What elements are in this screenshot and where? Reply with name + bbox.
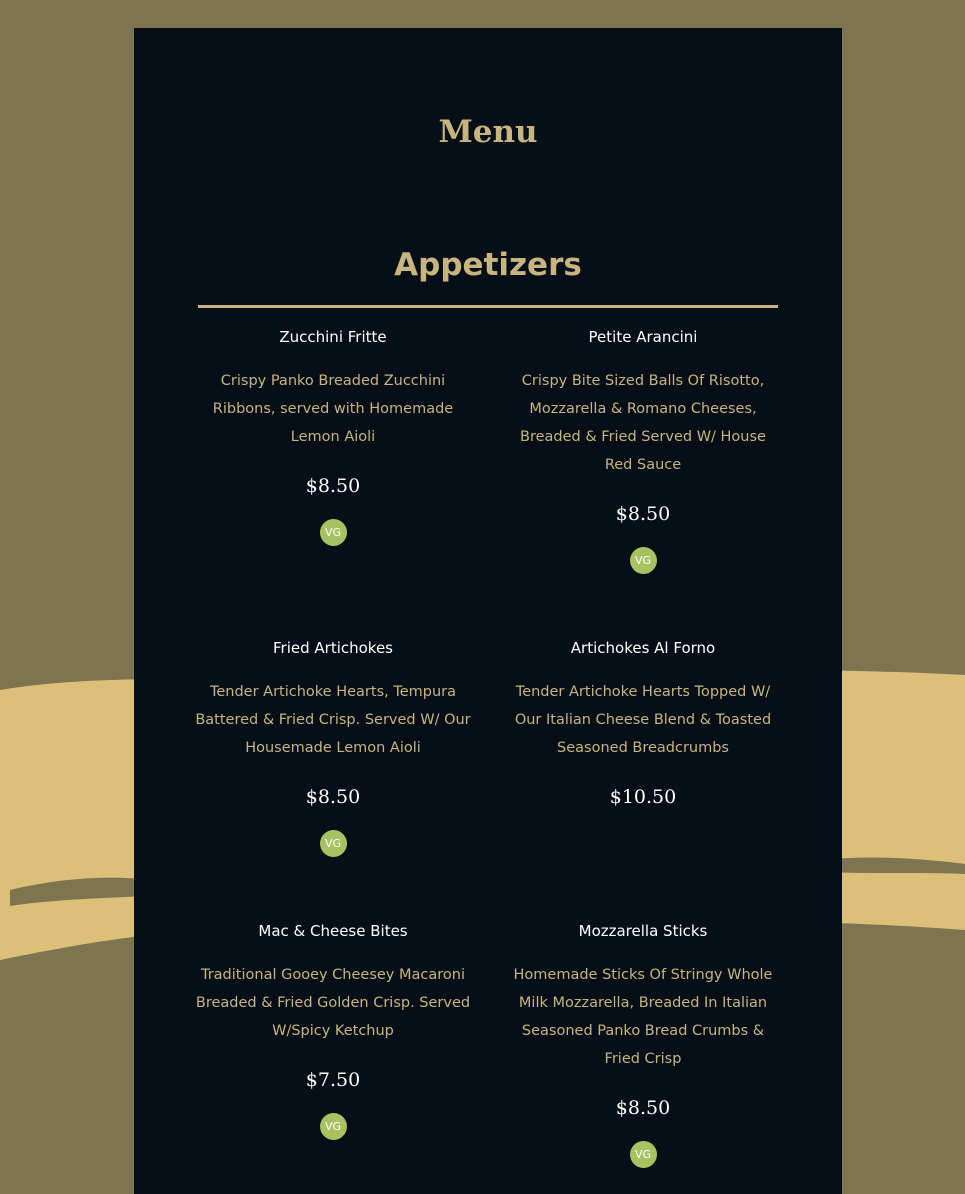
item-price: $10.50 xyxy=(609,786,677,808)
item-description: Traditional Gooey Cheesey Macaroni Breaded & Fried Golden Crisp. Served W/Spicy Ketchup xyxy=(195,967,471,1039)
item-description: Homemade Sticks Of Stringy Whole Milk Mozzarella, Breaded In Italian Seasoned Panko Bread Crumbs & Fried Crisp xyxy=(513,967,773,1067)
menu-item xyxy=(195,327,471,546)
menu-item xyxy=(195,638,471,857)
item-name: Fried Artichokes xyxy=(273,639,393,657)
item-description: Crispy Panko Breaded Zucchini Ribbons, served with Homemade Lemon Aioli xyxy=(212,373,454,445)
item-name: Petite Arancini xyxy=(588,328,698,346)
item-name: Zucchini Fritte xyxy=(279,328,387,346)
page-title: Menu xyxy=(438,114,538,150)
vegetarian-badge: VG xyxy=(320,1113,347,1140)
item-name: Mac & Cheese Bites xyxy=(258,922,408,940)
item-price: $8.50 xyxy=(305,475,361,497)
menu-item xyxy=(195,921,471,1140)
item-description: Crispy Bite Sized Balls Of Risotto, Mozzarella & Romano Cheeses, Breaded & Fried Served W/ House Red Sauce xyxy=(520,373,766,473)
vegetarian-badge: VG xyxy=(320,519,347,546)
menu-item xyxy=(505,638,781,812)
item-price: $7.50 xyxy=(305,1069,361,1091)
item-description: Tender Artichoke Hearts, Tempura Battered & Fried Crisp. Served W/ Our Housemade Lemon Aioli xyxy=(195,684,471,756)
section-title: Appetizers xyxy=(394,247,582,283)
item-price: $8.50 xyxy=(305,786,361,808)
menu-panel xyxy=(134,28,842,1194)
section-divider xyxy=(198,305,778,308)
menu-item xyxy=(505,327,781,574)
item-price: $8.50 xyxy=(615,503,671,525)
vegetarian-badge: VG xyxy=(320,830,347,857)
item-name: Artichokes Al Forno xyxy=(570,639,716,657)
item-price: $8.50 xyxy=(615,1097,671,1119)
item-description: Tender Artichoke Hearts Topped W/ Our Italian Cheese Blend & Toasted Seasoned Breadcrumbs xyxy=(514,684,772,756)
menu-item xyxy=(505,921,781,1168)
vegetarian-badge: VG xyxy=(630,547,657,574)
vegetarian-badge: VG xyxy=(630,1141,657,1168)
item-name: Mozzarella Sticks xyxy=(578,922,708,940)
